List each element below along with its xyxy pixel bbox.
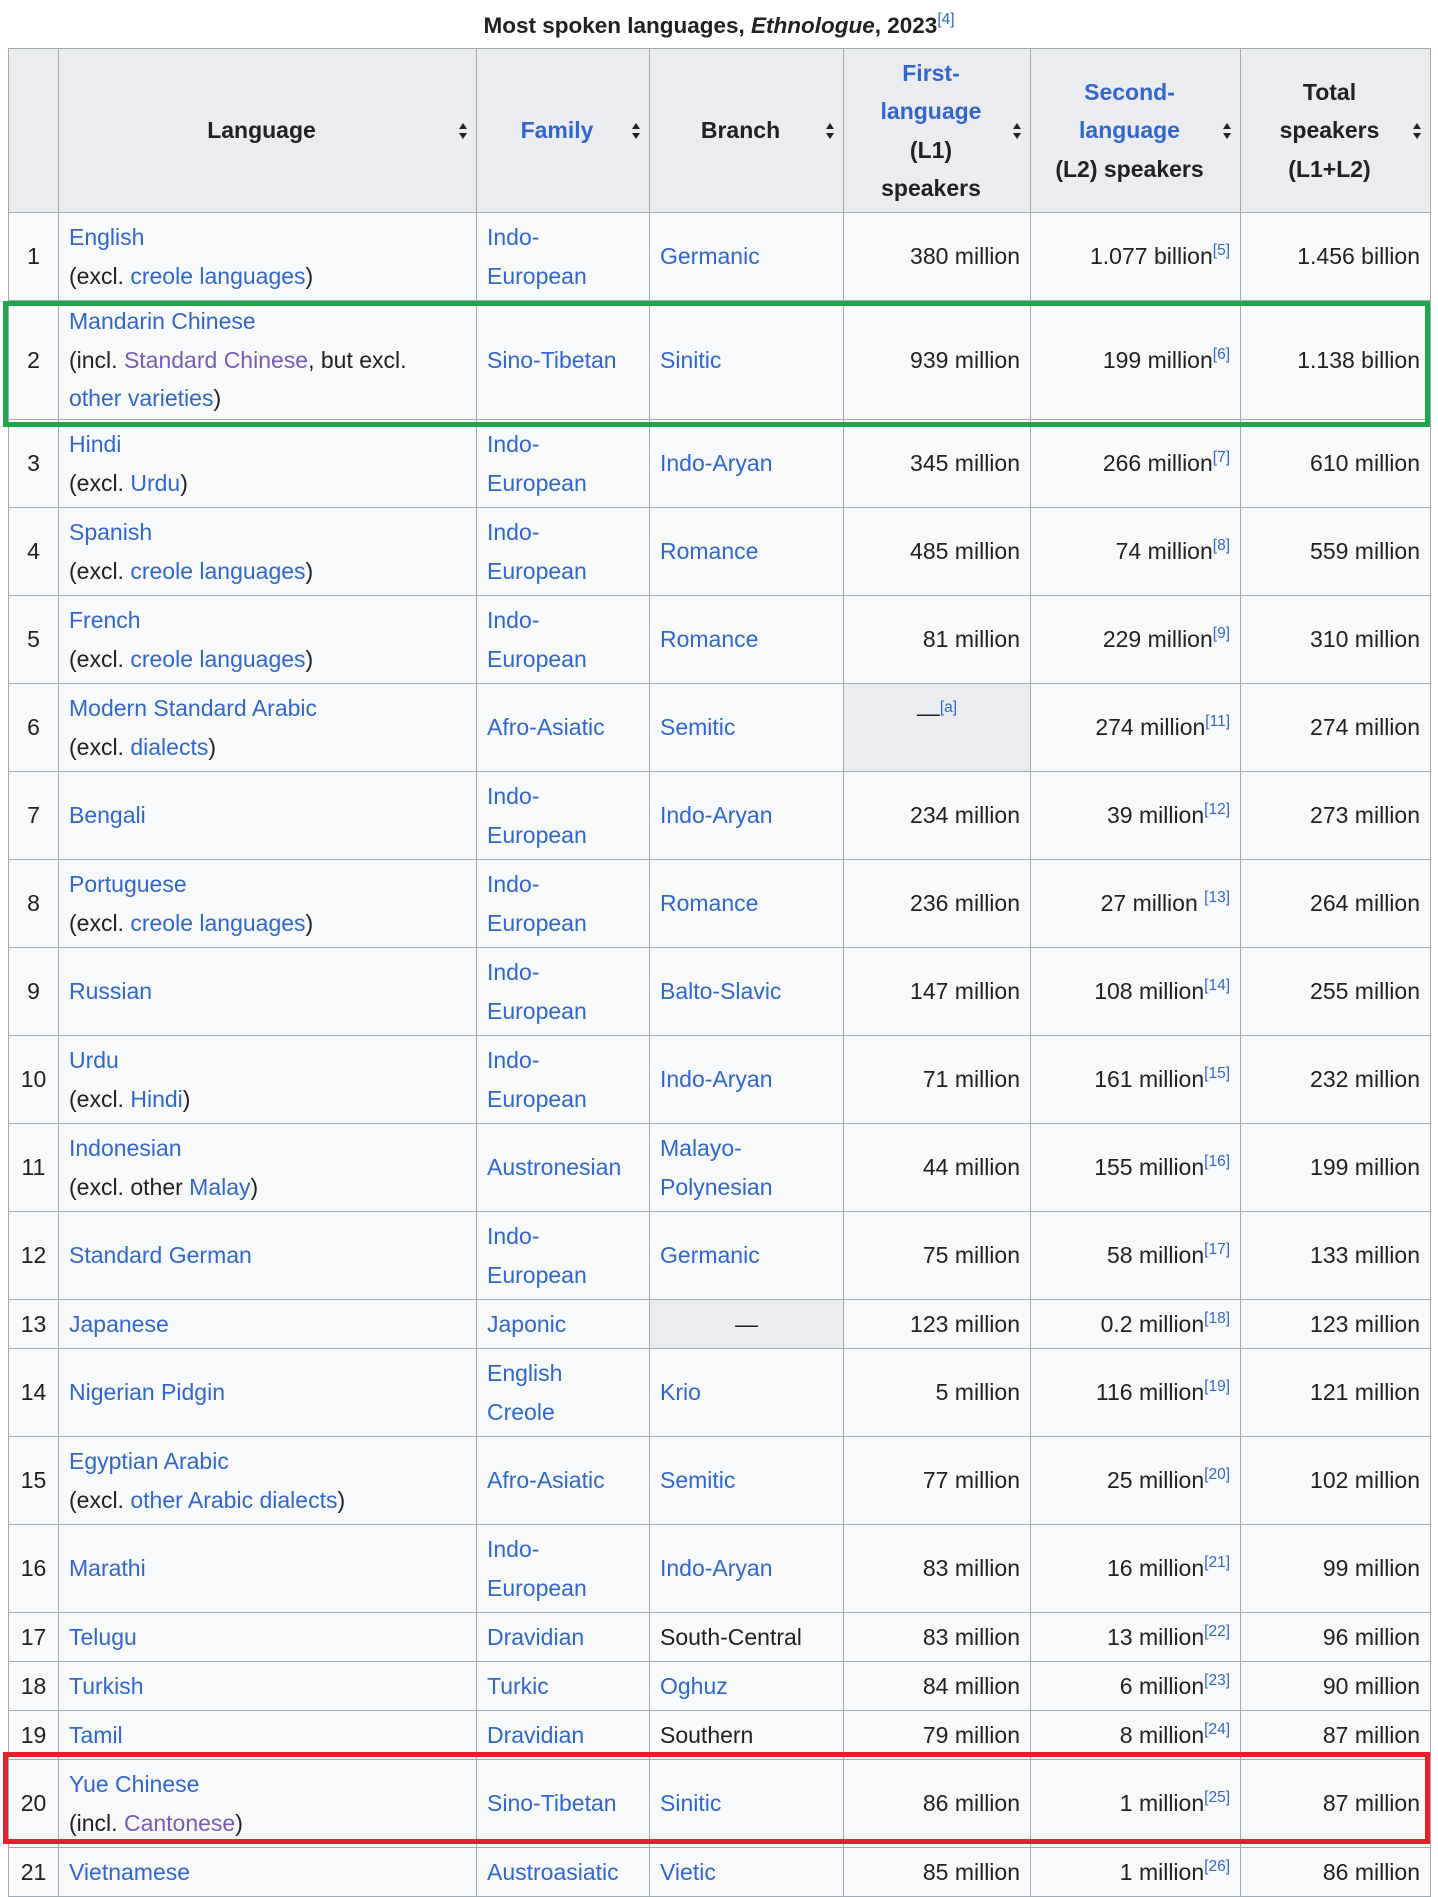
table-row (9, 860, 1431, 948)
l1-cell: 236 million (844, 860, 1031, 948)
rank-cell: 14 (9, 1349, 59, 1437)
family-link[interactable]: Indo- European (487, 224, 587, 289)
total-cell: 199 million (1241, 1124, 1431, 1212)
note-link[interactable]: creole languages (130, 557, 306, 584)
total-cell: 96 million (1241, 1613, 1431, 1662)
header-l2-link[interactable]: Second- language (1079, 78, 1180, 144)
family-link[interactable]: Indo- European (487, 1223, 587, 1288)
family-cell (477, 1212, 650, 1300)
ref-link[interactable]: [5] (1212, 242, 1230, 260)
language-link[interactable]: Nigerian Pidgin (69, 1379, 225, 1406)
language-link[interactable]: Standard German (69, 1242, 252, 1269)
ref-link[interactable]: [18] (1204, 1309, 1230, 1327)
total-cell: 273 million (1241, 772, 1431, 860)
l1-cell: 44 million (844, 1124, 1031, 1212)
rank-cell: 10 (9, 1036, 59, 1124)
l1-cell: 71 million (844, 1036, 1031, 1124)
ref-link[interactable]: [25] (1204, 1789, 1230, 1807)
table-row (9, 1036, 1431, 1124)
rank-cell: 8 (9, 860, 59, 948)
ref-link[interactable]: [11] (1205, 713, 1230, 731)
branch-cell (650, 213, 844, 301)
language-link[interactable]: Marathi (69, 1555, 146, 1582)
branch-link[interactable]: Indo-Aryan (660, 450, 773, 477)
l1-cell: 380 million (844, 213, 1031, 301)
rank-cell: 3 (9, 420, 59, 508)
rank-cell: 1 (9, 213, 59, 301)
branch-link[interactable]: Germanic (660, 243, 760, 270)
l1-cell: —[a] (844, 684, 1031, 772)
table-row (9, 1349, 1431, 1437)
family-cell (477, 213, 650, 301)
language-link[interactable]: English (69, 224, 145, 250)
family-link[interactable]: Austronesian (487, 1154, 622, 1181)
language-cell: English (excl. creole languages) (59, 213, 477, 301)
table-row (9, 596, 1431, 684)
table-row (9, 420, 1431, 508)
branch-cell (650, 1349, 844, 1437)
l2-cell: 25 million[20] (1031, 1437, 1241, 1525)
l2-cell: 1 million[26] (1031, 1848, 1241, 1897)
family-link[interactable]: Indo- European (487, 871, 587, 936)
branch-link[interactable]: Sinitic (660, 346, 722, 373)
branch-link[interactable]: Balto-Slavic (660, 978, 782, 1005)
l1-cell: 77 million (844, 1437, 1031, 1525)
table-row (9, 948, 1431, 1036)
table-row (9, 1525, 1431, 1613)
l1-cell: 485 million (844, 508, 1031, 596)
branch-cell (650, 1437, 844, 1525)
sort-icon[interactable] (1013, 123, 1022, 139)
branch-cell: — (650, 1300, 844, 1349)
branch-cell (650, 301, 844, 420)
table-row (9, 213, 1431, 301)
family-link[interactable]: Japonic (487, 1310, 567, 1337)
family-cell (477, 1613, 650, 1662)
branch-link[interactable]: Romance (660, 626, 759, 653)
note-link[interactable]: other Arabic dialects (130, 1486, 338, 1513)
sort-icon[interactable] (459, 123, 468, 139)
l1-cell: 86 million (844, 1760, 1031, 1848)
l1-cell: 345 million (844, 420, 1031, 508)
branch-cell (650, 1212, 844, 1300)
family-cell (477, 1349, 650, 1437)
l2-cell: 6 million[23] (1031, 1662, 1241, 1711)
note-link[interactable]: dialects (130, 733, 209, 760)
note-link[interactable]: creole languages (130, 262, 306, 289)
branch-link[interactable]: Indo-Aryan (660, 1555, 773, 1582)
ref-link[interactable]: [19] (1204, 1378, 1230, 1396)
l2-cell: 0.2 million[18] (1031, 1300, 1241, 1349)
language-link[interactable]: French (69, 607, 141, 633)
total-cell: 87 million (1241, 1760, 1431, 1848)
branch-link[interactable]: Romance (660, 890, 759, 917)
note-link[interactable]: Urdu (130, 469, 181, 496)
ref-link[interactable]: [24] (1204, 1720, 1230, 1738)
total-cell: 133 million (1241, 1212, 1431, 1300)
table-row (9, 1212, 1431, 1300)
family-link[interactable]: Afro-Asiatic (487, 1467, 605, 1494)
language-link[interactable]: Telugu (69, 1623, 137, 1650)
note-link[interactable]: Hindi (130, 1085, 183, 1112)
ref-link[interactable]: [23] (1204, 1671, 1230, 1689)
l1-cell: 85 million (844, 1848, 1031, 1897)
rank-cell: 2 (9, 301, 59, 420)
language-cell: Modern Standard Arabic (excl. dialects) (59, 684, 477, 772)
header-rank (9, 49, 59, 213)
ref-link[interactable]: [16] (1204, 1153, 1230, 1171)
family-cell (477, 1036, 650, 1124)
l2-cell: 199 million[6] (1031, 301, 1241, 420)
language-link[interactable]: Urdu (69, 1047, 119, 1073)
ref-link[interactable]: [20] (1204, 1466, 1230, 1484)
rank-cell: 18 (9, 1662, 59, 1711)
table-row (9, 1124, 1431, 1212)
branch-cell (650, 1760, 844, 1848)
table-row (9, 1662, 1431, 1711)
total-cell: 264 million (1241, 860, 1431, 948)
language-cell: Egyptian Arabic (excl. other Arabic dialects) (59, 1437, 477, 1525)
language-cell (59, 1848, 477, 1897)
family-cell (477, 948, 650, 1036)
branch-cell (650, 684, 844, 772)
total-cell: 90 million (1241, 1662, 1431, 1711)
branch-link[interactable]: Oghuz (660, 1672, 728, 1699)
ref-link[interactable]: [7] (1212, 449, 1230, 467)
total-cell: 559 million (1241, 508, 1431, 596)
language-link[interactable]: Japanese (69, 1310, 169, 1337)
total-cell: 610 million (1241, 420, 1431, 508)
branch-cell (650, 508, 844, 596)
l2-cell: 58 million[17] (1031, 1212, 1241, 1300)
language-cell: Yue Chinese (incl. Cantonese) (59, 1760, 477, 1848)
language-cell (59, 1662, 477, 1711)
branch-link[interactable]: Indo-Aryan (660, 1066, 773, 1093)
l1-cell: 81 million (844, 596, 1031, 684)
table-row (9, 1711, 1431, 1760)
header-l1-link[interactable]: First- language (880, 59, 982, 124)
language-link[interactable]: Hindi (69, 431, 122, 457)
l1-cell: 83 million (844, 1613, 1031, 1662)
language-link[interactable]: Egyptian Arabic (69, 1448, 229, 1474)
table-row (9, 1848, 1431, 1897)
family-link[interactable]: Afro-Asiatic (487, 714, 605, 741)
language-cell (59, 1613, 477, 1662)
ref-link[interactable]: [22] (1204, 1622, 1230, 1640)
branch-cell (650, 1848, 844, 1897)
language-cell (59, 1212, 477, 1300)
branch-cell (650, 772, 844, 860)
family-cell (477, 1300, 650, 1349)
language-cell: Spanish (excl. creole languages) (59, 508, 477, 596)
header-total[interactable]: Total speakers (L1+L2) (1241, 49, 1431, 213)
l2-cell: 27 million [13] (1031, 860, 1241, 948)
l2-cell: 274 million[11] (1031, 684, 1241, 772)
language-cell: Indonesian (excl. other Malay) (59, 1124, 477, 1212)
branch-cell: South-Central (650, 1613, 844, 1662)
l2-cell: 39 million[12] (1031, 772, 1241, 860)
branch-link[interactable]: Vietic (660, 1858, 716, 1885)
header-l1[interactable]: First- language (L1) speakers (844, 49, 1031, 213)
caption-italic: Ethnologue (751, 13, 875, 38)
ref-link[interactable]: [21] (1204, 1554, 1230, 1572)
ref-link[interactable]: [13] (1204, 889, 1230, 907)
total-cell: 1.138 billion (1241, 301, 1431, 420)
language-cell (59, 1349, 477, 1437)
branch-link[interactable]: Indo-Aryan (660, 802, 773, 829)
l2-cell: 1.077 billion[5] (1031, 213, 1241, 301)
rank-cell: 21 (9, 1848, 59, 1897)
l1-cell: 83 million (844, 1525, 1031, 1613)
l2-cell: 74 million[8] (1031, 508, 1241, 596)
language-cell: Urdu (excl. Hindi) (59, 1036, 477, 1124)
family-cell (477, 1760, 650, 1848)
header-branch[interactable]: Branch (650, 49, 844, 213)
header-row (9, 49, 1431, 213)
rank-cell: 9 (9, 948, 59, 1036)
language-link[interactable]: Portuguese (69, 871, 187, 897)
family-link[interactable]: Dravidian (487, 1623, 585, 1650)
total-cell: 102 million (1241, 1437, 1431, 1525)
language-link[interactable]: Vietnamese (69, 1858, 191, 1885)
branch-cell (650, 860, 844, 948)
l1-cell: 939 million (844, 301, 1031, 420)
sort-icon[interactable] (1223, 123, 1232, 139)
rank-cell: 19 (9, 1711, 59, 1760)
l1-cell: 84 million (844, 1662, 1031, 1711)
family-cell (477, 1124, 650, 1212)
table-caption (0, 9, 1438, 43)
rank-cell: 7 (9, 772, 59, 860)
language-cell (59, 1300, 477, 1349)
l2-cell: 155 million[16] (1031, 1124, 1241, 1212)
family-cell (477, 684, 650, 772)
language-cell (59, 1711, 477, 1760)
family-link[interactable]: Indo- European (487, 1536, 587, 1601)
branch-cell (650, 1036, 844, 1124)
ref-link[interactable]: [26] (1204, 1857, 1230, 1875)
branch-link[interactable]: Romance (660, 538, 759, 565)
language-link[interactable]: Tamil (69, 1721, 123, 1748)
family-link[interactable]: Turkic (487, 1672, 549, 1699)
branch-link[interactable]: Krio (660, 1379, 701, 1406)
family-cell (477, 420, 650, 508)
family-link[interactable]: Dravidian (487, 1721, 585, 1748)
ref-link[interactable]: [8] (1212, 537, 1230, 555)
total-cell: 87 million (1241, 1711, 1431, 1760)
rank-cell: 20 (9, 1760, 59, 1848)
language-link[interactable]: Modern Standard Arabic (69, 695, 318, 721)
total-cell: 310 million (1241, 596, 1431, 684)
language-link[interactable]: Mandarin Chinese (69, 308, 256, 335)
ref-link[interactable]: [6] (1212, 345, 1230, 363)
rank-cell: 6 (9, 684, 59, 772)
table-row (9, 684, 1431, 772)
total-cell: 121 million (1241, 1349, 1431, 1437)
l1-cell: 75 million (844, 1212, 1031, 1300)
note-link[interactable]: creole languages (130, 909, 306, 936)
l1-cell: 123 million (844, 1300, 1031, 1349)
sort-icon[interactable] (1413, 123, 1422, 139)
caption-year: , 2023 (874, 13, 938, 38)
ref-link[interactable]: [9] (1212, 625, 1230, 643)
language-cell (59, 772, 477, 860)
family-link[interactable]: Indo- European (487, 959, 587, 1024)
table-row (9, 301, 1431, 420)
table-row (9, 1300, 1431, 1349)
branch-cell (650, 1525, 844, 1613)
family-cell (477, 1711, 650, 1760)
caption-ref-link[interactable]: [4] (937, 11, 955, 28)
l1-cell: 79 million (844, 1711, 1031, 1760)
branch-cell (650, 948, 844, 1036)
header-language[interactable]: Language (59, 49, 477, 213)
l2-cell: 108 million[14] (1031, 948, 1241, 1036)
family-link[interactable]: English Creole (487, 1360, 563, 1425)
languages-table (8, 48, 1431, 1897)
sort-icon[interactable] (632, 123, 641, 139)
note-link[interactable]: creole languages (130, 645, 306, 672)
note-link[interactable]: Cantonese (123, 1809, 236, 1836)
total-cell: 99 million (1241, 1525, 1431, 1613)
ref-link[interactable]: [17] (1204, 1241, 1230, 1259)
family-link[interactable]: Indo- European (487, 783, 587, 848)
rank-cell: 12 (9, 1212, 59, 1300)
total-cell: 274 million (1241, 684, 1431, 772)
total-cell: 86 million (1241, 1848, 1431, 1897)
l2-cell: 13 million[22] (1031, 1613, 1241, 1662)
language-link[interactable]: Russian (69, 978, 153, 1005)
family-cell (477, 860, 650, 948)
ref-link[interactable]: [14] (1204, 977, 1230, 995)
l2-cell: 1 million[25] (1031, 1760, 1241, 1848)
note-link[interactable]: other varieties (69, 385, 214, 412)
branch-link[interactable]: Semitic (660, 1467, 736, 1494)
total-cell: 232 million (1241, 1036, 1431, 1124)
language-cell: French (excl. creole languages) (59, 596, 477, 684)
language-cell (59, 1525, 477, 1613)
rank-cell: 15 (9, 1437, 59, 1525)
note-link[interactable]: Standard Chinese (123, 346, 309, 373)
branch-cell: Southern (650, 1711, 844, 1760)
branch-cell (650, 1124, 844, 1212)
branch-link[interactable]: Malayo- Polynesian (660, 1135, 773, 1200)
language-link[interactable]: Turkish (69, 1672, 144, 1699)
family-link[interactable]: Sino-Tibetan (487, 346, 617, 373)
family-cell (477, 772, 650, 860)
family-cell (477, 1525, 650, 1613)
family-link[interactable]: Austroasiatic (487, 1858, 619, 1885)
language-link[interactable]: Spanish (69, 519, 153, 545)
rank-cell: 11 (9, 1124, 59, 1212)
l2-cell: 8 million[24] (1031, 1711, 1241, 1760)
language-link[interactable]: Bengali (69, 802, 146, 829)
l1-cell: 234 million (844, 772, 1031, 860)
language-cell: Portuguese (excl. creole languages) (59, 860, 477, 948)
total-cell: 255 million (1241, 948, 1431, 1036)
rank-cell: 13 (9, 1300, 59, 1349)
header-family-link[interactable]: Family (520, 117, 594, 144)
language-link[interactable]: Yue Chinese (69, 1771, 200, 1797)
family-link[interactable]: Indo- European (487, 431, 587, 496)
family-cell (477, 301, 650, 420)
rank-cell: 16 (9, 1525, 59, 1613)
language-cell (59, 948, 477, 1036)
family-cell (477, 508, 650, 596)
branch-cell (650, 596, 844, 684)
l2-cell: 229 million[9] (1031, 596, 1241, 684)
l2-cell: 16 million[21] (1031, 1525, 1241, 1613)
family-link[interactable]: Indo- European (487, 1047, 587, 1112)
rank-cell: 5 (9, 596, 59, 684)
family-link[interactable]: Sino-Tibetan (487, 1790, 617, 1817)
branch-cell (650, 420, 844, 508)
family-link[interactable]: Indo- European (487, 519, 587, 584)
caption-text: Most spoken languages, (483, 13, 752, 38)
family-cell (477, 1437, 650, 1525)
family-cell (477, 1662, 650, 1711)
language-cell: Mandarin Chinese (incl. Standard Chinese, but excl. other varieties) (59, 301, 477, 420)
l1-cell: 5 million (844, 1349, 1031, 1437)
family-link[interactable]: Indo- European (487, 607, 587, 672)
branch-link[interactable]: Semitic (660, 714, 736, 741)
rank-cell: 17 (9, 1613, 59, 1662)
branch-link[interactable]: Sinitic (660, 1790, 722, 1817)
language-link[interactable]: Indonesian (69, 1135, 182, 1161)
l2-cell: 266 million[7] (1031, 420, 1241, 508)
rank-cell: 4 (9, 508, 59, 596)
note-link[interactable]: Malay (189, 1173, 251, 1200)
table-row (9, 772, 1431, 860)
branch-link[interactable]: Germanic (660, 1242, 760, 1269)
ref-link[interactable]: [12] (1204, 801, 1230, 819)
sort-icon[interactable] (826, 123, 835, 139)
family-cell (477, 596, 650, 684)
table-row (9, 1760, 1431, 1848)
table-row (9, 508, 1431, 596)
l2-cell: 161 million[15] (1031, 1036, 1241, 1124)
l1-cell: 147 million (844, 948, 1031, 1036)
family-cell (477, 1848, 650, 1897)
total-cell: 1.456 billion (1241, 213, 1431, 301)
table-row (9, 1613, 1431, 1662)
ref-link[interactable]: [15] (1204, 1065, 1230, 1083)
header-l2[interactable]: Second- language (L2) speakers (1031, 49, 1241, 213)
header-family[interactable] (477, 49, 650, 213)
language-cell: Hindi (excl. Urdu) (59, 420, 477, 508)
l2-cell: 116 million[19] (1031, 1349, 1241, 1437)
total-cell: 123 million (1241, 1300, 1431, 1349)
table-row (9, 1437, 1431, 1525)
ref-link[interactable]: [a] (939, 699, 958, 716)
branch-cell (650, 1662, 844, 1711)
